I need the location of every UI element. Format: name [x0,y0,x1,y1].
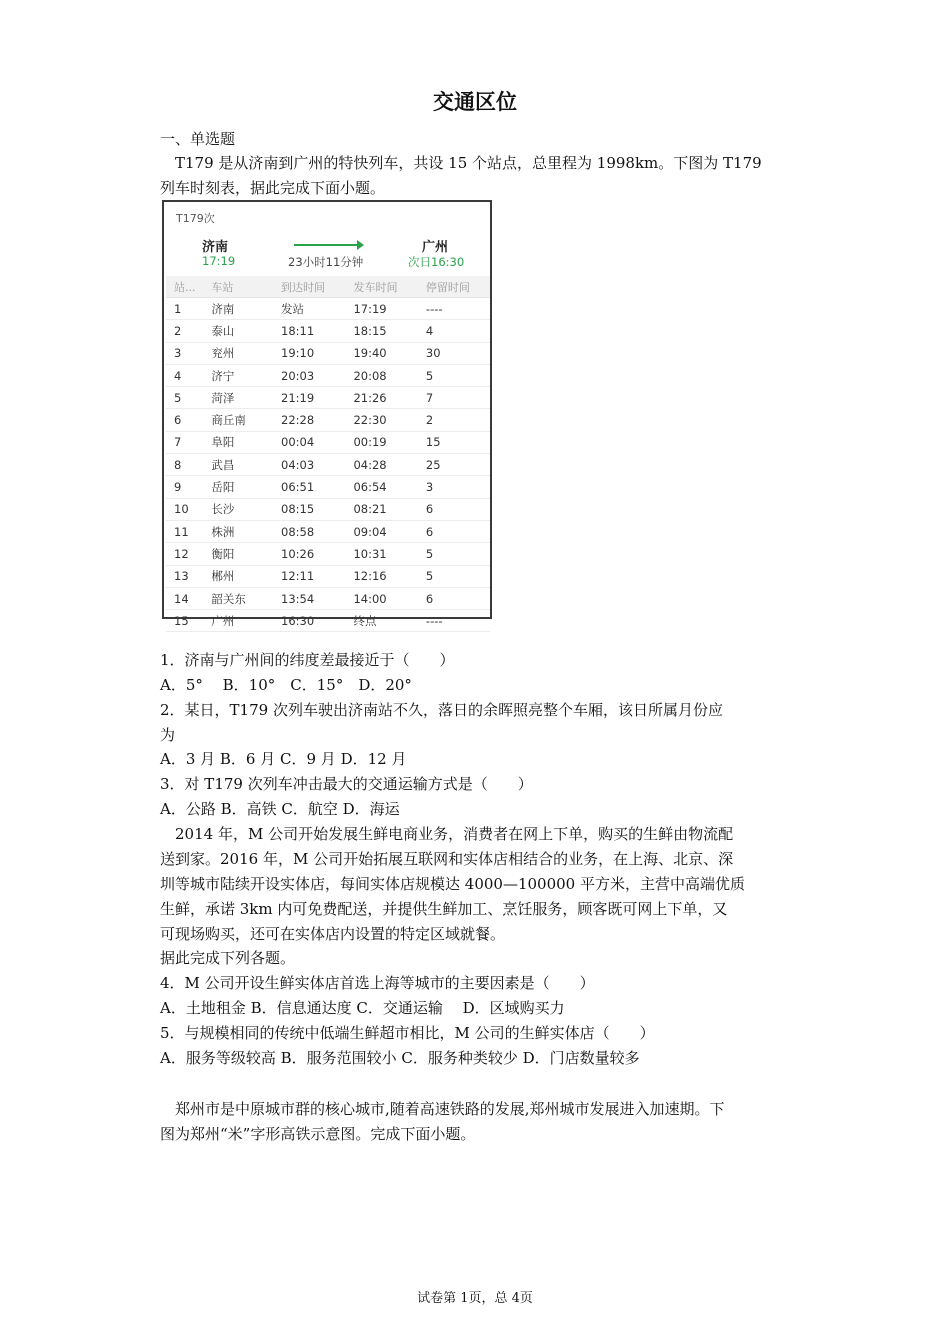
table-cell: 9 [166,476,211,498]
table-cell: 株洲 [211,520,281,542]
table-cell: 06:54 [353,476,425,498]
to-station: 广州 [422,240,449,255]
passage3-line-2: 图为郑州“米”字形高铁示意图。完成下面小题。 [160,1125,476,1143]
col-header: 停留时间 [426,276,490,298]
timetable-figure [162,200,492,628]
table-cell: 3 [166,342,211,364]
table-cell: 19:40 [353,342,425,364]
table-cell: 10 [166,498,211,520]
table-cell: 10:26 [281,543,353,565]
passage2-line-3: 圳等城市陆续开设实体店，每间实体店规模达 4000—100000 平方米，主营中高端优质 [160,875,745,893]
table-row [166,431,490,453]
col-header: 发车时间 [353,276,425,298]
table-cell: 武昌 [211,454,281,476]
from-station: 济南 [202,240,229,255]
table-cell: 4 [166,364,211,386]
table-cell: 14 [166,587,211,609]
table-row [166,298,490,320]
table-cell: ---- [426,610,490,632]
table-cell: 13:54 [281,587,353,609]
table-cell: 6 [426,498,490,520]
passage2-line-5: 可现场购买，还可在实体店内设置的特定区域就餐。 [160,925,506,943]
table-cell: 5 [166,387,211,409]
table-cell: 衡阳 [211,543,281,565]
table-cell: 00:04 [281,431,353,453]
table-cell: 5 [426,565,490,587]
table-cell: 20:08 [353,364,425,386]
timetable-header-row [166,276,490,298]
table-cell: 广州 [211,610,281,632]
page-title: 交通区位 [433,90,517,114]
q2-stem-2: 为 [160,726,176,744]
table-cell: 济南 [211,298,281,320]
table-cell: 菏泽 [211,387,281,409]
q1-options: A．5° B．10° C．15° D．20° [160,676,412,694]
passage2-line-2: 送到家。2016 年，M 公司开始拓展互联网和实体店相结合的业务，在上海、北京、深 [160,850,734,868]
table-cell: 12 [166,543,211,565]
table-cell: 18:11 [281,320,353,342]
table-cell: 30 [426,342,490,364]
table-cell: 20:03 [281,364,353,386]
table-cell: 2 [426,409,490,431]
table-cell: 发站 [281,298,353,320]
table-cell: 04:28 [353,454,425,476]
intro-line-1: T179 是从济南到广州的特快列车，共设 15 个站点，总里程为 1998km。下图为 T179 [175,154,762,172]
table-cell: 长沙 [211,498,281,520]
q2-stem-1: 2．某日，T179 次列车驶出济南站不久，落日的余晖照亮整个车厢，该日所属月份应 [160,701,723,719]
table-cell: 岳阳 [211,476,281,498]
table-cell: 终点 [353,610,425,632]
q2-options: A．3 月 B．6 月 C．9 月 D．12 月 [160,750,407,768]
q4-stem: 4．M 公司开设生鲜实体店首选上海等城市的主要因素是（ ） [160,974,595,992]
table-cell: 济宁 [211,364,281,386]
trip-duration: 23小时11分钟 [288,255,364,269]
table-row [166,387,490,409]
table-row [166,610,490,632]
passage3-line-1: 郑州市是中原城市群的核心城市,随着高速铁路的发展,郑州城市发展进入加速期。下 [175,1100,725,1118]
table-cell: 00:19 [353,431,425,453]
table-cell: 3 [426,476,490,498]
table-cell: 04:03 [281,454,353,476]
table-cell: 08:21 [353,498,425,520]
table-cell: 13 [166,565,211,587]
table-row [166,565,490,587]
table-cell: 10:31 [353,543,425,565]
table-cell: 6 [426,587,490,609]
table-cell: 08:15 [281,498,353,520]
table-row [166,342,490,364]
table-cell: 22:28 [281,409,353,431]
table-cell: 泰山 [211,320,281,342]
table-row [166,476,490,498]
table-cell: 7 [166,431,211,453]
table-cell: 25 [426,454,490,476]
passage2-line-6: 据此完成下列各题。 [160,949,296,967]
table-cell: 22:30 [353,409,425,431]
table-row [166,498,490,520]
col-header: 车站 [211,276,281,298]
table-cell: 兖州 [211,342,281,364]
table-cell: 14:00 [353,587,425,609]
table-row [166,454,490,476]
table-row [166,320,490,342]
to-time: 次日16:30 [408,255,465,269]
table-cell: 4 [426,320,490,342]
timetable-table [166,276,490,632]
q1-stem: 1．济南与广州间的纬度差最接近于（ ） [160,651,455,669]
table-cell: 商丘南 [211,409,281,431]
table-cell: 6 [166,409,211,431]
table-cell: 11 [166,520,211,542]
passage2-line-4: 生鲜，承诺 3km 内可免费配送，并提供生鲜加工、烹饪服务，顾客既可网上下单，又 [160,900,728,918]
table-cell: 郴州 [211,565,281,587]
q3-options: A．公路 B．高铁 C．航空 D．海运 [160,800,400,818]
table-cell: 19:10 [281,342,353,364]
table-cell: 5 [426,364,490,386]
table-cell: 1 [166,298,211,320]
table-cell: 8 [166,454,211,476]
table-cell: 6 [426,520,490,542]
table-cell: 韶关东 [211,587,281,609]
table-cell: 12:16 [353,565,425,587]
col-header: 到达时间 [281,276,353,298]
table-cell: 2 [166,320,211,342]
table-cell: 7 [426,387,490,409]
table-cell: 5 [426,543,490,565]
table-cell: 21:19 [281,387,353,409]
col-header: 站... [166,276,211,298]
from-time: 17:19 [202,254,236,268]
table-row [166,520,490,542]
table-cell: 16:30 [281,610,353,632]
table-row [166,409,490,431]
intro-line-2: 列车时刻表，据此完成下面小题。 [160,179,386,197]
page-footer: 试卷第 1页，总 4页 [417,1291,533,1306]
table-cell: 09:04 [353,520,425,542]
q3-stem: 3．对 T179 次列车冲击最大的交通运输方式是（ ） [160,775,533,793]
arrow-right-icon [294,244,362,246]
table-cell: ---- [426,298,490,320]
table-cell: 15 [426,431,490,453]
table-row [166,543,490,565]
q5-options: A．服务等级较高 B．服务范围较小 C．服务种类较少 D．门店数量较多 [160,1049,640,1067]
table-cell: 15 [166,610,211,632]
table-row [166,364,490,386]
table-cell: 21:26 [353,387,425,409]
train-code: T179次 [176,212,215,225]
table-row [166,587,490,609]
table-cell: 08:58 [281,520,353,542]
passage2-line-1: 2014 年，M 公司开始发展生鲜电商业务，消费者在网上下单，购买的生鲜由物流配 [175,825,734,843]
section-heading: 一、单选题 [160,130,236,148]
table-cell: 17:19 [353,298,425,320]
table-cell: 12:11 [281,565,353,587]
table-cell: 阜阳 [211,431,281,453]
q5-stem: 5．与规模相同的传统中低端生鲜超市相比，M 公司的生鲜实体店（ ） [160,1024,655,1042]
table-cell: 18:15 [353,320,425,342]
q4-options: A．土地租金 B．信息通达度 C．交通运输 D．区域购买力 [160,999,565,1017]
table-cell: 06:51 [281,476,353,498]
